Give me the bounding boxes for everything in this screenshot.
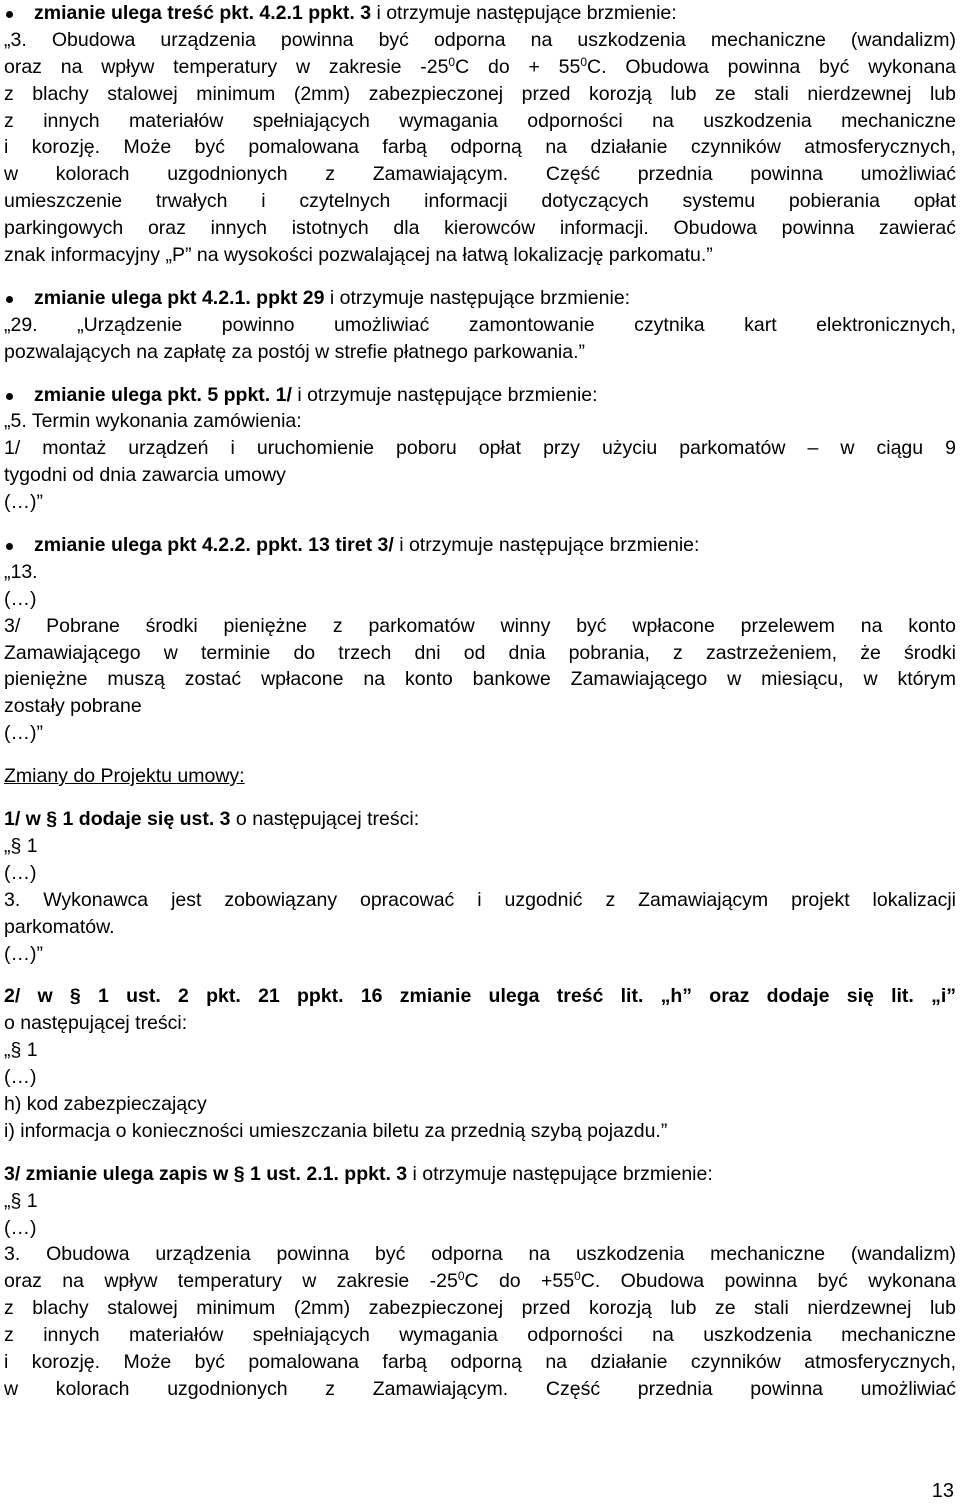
text-run: C do +55 bbox=[464, 1270, 575, 1293]
paragraph-line: 3/ Pobrane środki pieniężne z parkomatów winny być wpłacone przelewem na konto bbox=[4, 614, 956, 637]
paragraph-line: parkingowych oraz innych istotnych dla kierowców informacji. Obudowa powinna zawierać bbox=[4, 217, 956, 240]
paragraph-line: „§ 1 bbox=[4, 834, 38, 857]
paragraph-line: i korozję. Może być pomalowana farbą odporną na działanie czynników atmosferycznych, bbox=[4, 1350, 956, 1373]
paragraph-line: „5. Termin wykonania zamówienia: bbox=[4, 410, 302, 433]
bullet-heading: zmianie ulega pkt. 5 ppkt. 1/ bbox=[34, 383, 292, 406]
paragraph-line: Zamawiającego w terminie do trzech dni od dnia pobrania, z zastrzeżeniem, że środki bbox=[4, 641, 956, 664]
paragraph-line: (…) bbox=[4, 861, 37, 884]
bullet-text: i otrzymuje następujące brzmienie: bbox=[393, 534, 700, 557]
bullet-text: i otrzymuje następujące brzmienie: bbox=[371, 2, 677, 24]
paragraph-line: znak informacyjny „P” na wysokości pozwalającej na łatwą lokalizację parkomatu.” bbox=[4, 244, 713, 267]
section-heading: Zmiany do Projektu umowy: bbox=[4, 765, 245, 788]
paragraph-line: „§ 1 bbox=[4, 1189, 38, 1212]
paragraph-line bbox=[4, 54, 956, 81]
paragraph-line: o następującej treści: bbox=[4, 1012, 188, 1035]
text-run: 1/ w § 1 dodaje się ust. 3 bbox=[4, 808, 231, 831]
paragraph-line: pieniężne muszą zostać wpłacone na konto bankowe Zamawiającego w miesiącu, w którym bbox=[4, 668, 956, 691]
amendment-title bbox=[4, 806, 956, 833]
paragraph-line bbox=[4, 1268, 956, 1295]
bullet-heading: zmianie ulega treść pkt. 4.2.1 ppkt. 3 bbox=[34, 2, 372, 24]
paragraph-line: (…) bbox=[4, 1216, 37, 1239]
paragraph-line: zostały pobrane bbox=[4, 695, 142, 718]
paragraph-line: z blachy stalowej minimum (2mm) zabezpieczonej przed korozją lub ze stali nierdzewnej lub bbox=[4, 82, 956, 105]
paragraph-line: „3. Obudowa urządzenia powinna być odporna na uszkodzenia mechaniczne (wandalizm) bbox=[4, 28, 956, 51]
text-run: i otrzymuje następujące brzmienie: bbox=[407, 1162, 713, 1185]
paragraph-line: i korozję. Może być pomalowana farbą odporną na działanie czynników atmosferycznych, bbox=[4, 136, 956, 159]
paragraph-line: pozwalających na zapłatę za postój w strefie płatnego parkowania.” bbox=[4, 340, 586, 363]
text-run: C. Obudowa powinna być wykonana bbox=[587, 55, 957, 78]
bullet-dot-icon bbox=[6, 543, 13, 550]
paragraph-line: 3. Wykonawca jest zobowiązany opracować i uzgodnić z Zamawiającym projekt lokalizacji bbox=[4, 888, 956, 911]
paragraph-line: parkomatów. bbox=[4, 915, 115, 938]
paragraph-line: (…) bbox=[4, 1066, 37, 1089]
bullet-item bbox=[4, 0, 956, 27]
amendment-title: 2/ w § 1 ust. 2 pkt. 21 ppkt. 16 zmianie ulega treść lit. „h” oraz dodaje się lit. „i” bbox=[4, 985, 956, 1008]
text-run: C. Obudowa powinna być wykonana bbox=[580, 1270, 957, 1293]
text-run: oraz na wpływ temperatury w zakresie -25 bbox=[4, 55, 449, 78]
bullet-item bbox=[4, 285, 956, 312]
paragraph-line: w kolorach uzgodnionych z Zamawiającym. Część przednia powinna umożliwiać bbox=[4, 1377, 956, 1400]
superscript: 0 bbox=[448, 54, 456, 69]
bullet-dot-icon bbox=[6, 296, 13, 303]
bullet-heading: zmianie ulega pkt 4.2.2. ppkt. 13 tiret 3/ bbox=[34, 534, 394, 557]
text-run: o następującej treści: bbox=[230, 808, 420, 831]
superscript: 0 bbox=[580, 54, 588, 69]
paragraph-line: z innych materiałów spełniających wymagania odporności na uszkodzenia mechaniczne bbox=[4, 109, 956, 132]
paragraph-line: (…)” bbox=[4, 942, 43, 965]
paragraph-line: „13. bbox=[4, 560, 38, 583]
bullet-item bbox=[4, 382, 956, 409]
paragraph-line: z blachy stalowej minimum (2mm) zabezpieczonej przed korozją lub ze stali nierdzewnej lub bbox=[4, 1297, 956, 1320]
text-run: 3/ zmianie ulega zapis w § 1 ust. 2.1. ppkt. 3 bbox=[4, 1162, 408, 1185]
text-run: C do + 55 bbox=[455, 55, 581, 78]
amendment-title bbox=[4, 1161, 956, 1188]
bullet-item bbox=[4, 532, 956, 559]
paragraph-line: h) kod zabezpieczający bbox=[4, 1092, 207, 1115]
paragraph-line: umieszczenie trwałych i czytelnych informacji dotyczących systemu pobierania opłat bbox=[4, 190, 956, 213]
paragraph-line: „29. „Urządzenie powinno umożliwiać zamontowanie czytnika kart elektronicznych, bbox=[4, 313, 956, 336]
page-number: 13 bbox=[931, 1480, 954, 1502]
bullet-dot-icon bbox=[6, 393, 13, 400]
paragraph-line: i) informacja o konieczności umieszczania biletu za przednią szybą pojazdu.” bbox=[4, 1119, 668, 1142]
paragraph-line: 3. Obudowa urządzenia powinna być odporna na uszkodzenia mechaniczne (wandalizm) bbox=[4, 1243, 956, 1266]
paragraph-line: 1/ montaż urządzeń i uruchomienie poboru opłat przy użyciu parkomatów – w ciągu 9 bbox=[4, 437, 956, 460]
text-run: oraz na wpływ temperatury w zakresie -25 bbox=[4, 1270, 458, 1293]
superscript: 0 bbox=[574, 1269, 581, 1284]
bullet-text: i otrzymuje następujące brzmienie: bbox=[291, 383, 598, 406]
paragraph-line: tygodni od dnia zawarcia umowy bbox=[4, 464, 286, 487]
paragraph-line: w kolorach uzgodnionych z Zamawiającym. Część przednia powinna umożliwiać bbox=[4, 163, 956, 186]
bullet-text: i otrzymuje następujące brzmienie: bbox=[324, 286, 631, 309]
paragraph-line: (…)” bbox=[4, 491, 43, 514]
paragraph-line: „§ 1 bbox=[4, 1039, 38, 1062]
bullet-dot-icon bbox=[6, 11, 13, 18]
paragraph-line: (…) bbox=[4, 587, 37, 610]
document-page bbox=[4, 0, 956, 1403]
paragraph-line: (…)” bbox=[4, 722, 43, 745]
bullet-heading: zmianie ulega pkt 4.2.1. ppkt 29 bbox=[34, 286, 325, 309]
paragraph-line: z innych materiałów spełniających wymagania odporności na uszkodzenia mechaniczne bbox=[4, 1324, 956, 1347]
superscript: 0 bbox=[457, 1269, 465, 1284]
